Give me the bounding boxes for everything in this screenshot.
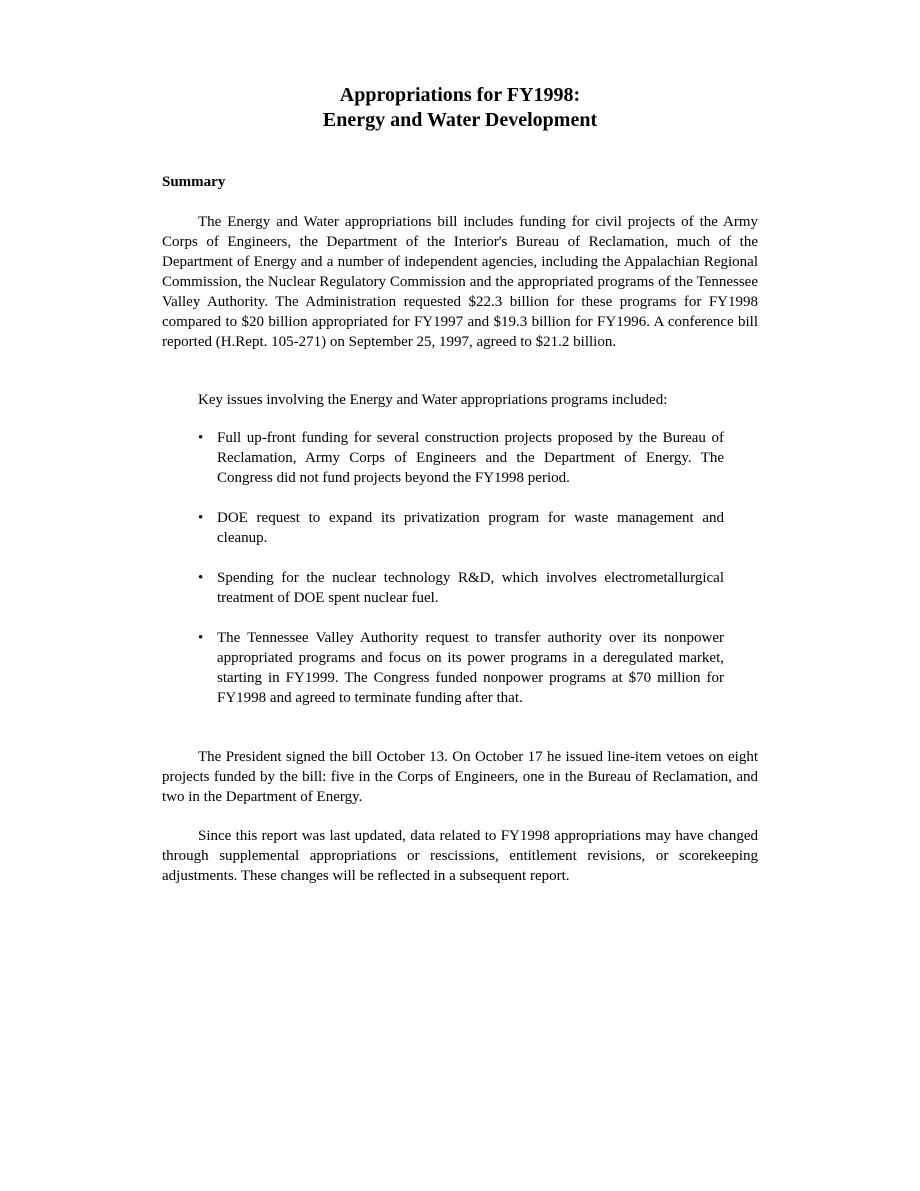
bullet-icon: • <box>198 630 204 646</box>
title-line-2: Energy and Water Development <box>322 109 598 131</box>
list-item-text: The Tennessee Valley Authority request to transfer authority over its nonpower appropriated programs and focus on its power programs in a deregulated market, starting in FY1999. The Congress funded nonpower programs at $70 million for FY1998 and agreed to terminate funding after that. <box>217 630 724 706</box>
list-item <box>162 568 724 608</box>
list-item-text: DOE request to expand its privatization program for waste management and cleanup. <box>217 510 724 546</box>
document-title <box>0 83 920 133</box>
list-item-text: Spending for the nuclear technology R&D, which involves electrometallurgical treatment of DOE spent nuclear fuel. <box>217 570 724 606</box>
key-issues-paragraph: Key issues involving the Energy and Water appropriations programs included: <box>198 392 668 408</box>
title-line-1: Appropriations for FY1998: <box>339 84 581 106</box>
veto-paragraph: The President signed the bill October 13. On October 17 he issued line-item vetoes on eight projects funded by the bill: five in the Corps of Engineers, one in the Bureau of Reclamation, and two in the Department of Energy. <box>162 749 758 805</box>
key-issues-list <box>162 428 724 728</box>
bullet-icon: • <box>198 570 204 586</box>
list-item <box>162 628 724 708</box>
bullet-icon: • <box>198 430 204 446</box>
list-item <box>162 428 724 488</box>
list-item-text: Full up-front funding for several construction projects proposed by the Bureau of Reclamation, Army Corps of Engineers and the Department of Energy. The Congress did not fund projects beyond the FY1998 period. <box>217 430 724 486</box>
summary-heading: Summary <box>162 174 226 190</box>
intro-paragraph: The Energy and Water appropriations bill includes funding for civil projects of the Army Corps of Engineers, the Department of the Interior's Bureau of Reclamation, much of the Department of Energy and a number of independent agencies, including the Appalachian Regional Commission, the Nuclear Regulatory Commission and the appropriated programs of the Tennessee Valley Authority. The Administration requested $22.3 billion for these programs for FY1998 compared to $20 billion appropriated for FY1997 and $19.3 billion for FY1996. A conference bill reported (H.Rept. 105-271) on September 25, 1997, agreed to $21.2 billion. <box>162 214 758 350</box>
bullet-icon: • <box>198 510 204 526</box>
update-note-paragraph: Since this report was last updated, data related to FY1998 appropriations may have changed through supplemental appropriations or rescissions, entitlement revisions, or scorekeeping adjustments. These changes will be reflected in a subsequent report. <box>162 828 758 884</box>
list-item <box>162 508 724 548</box>
